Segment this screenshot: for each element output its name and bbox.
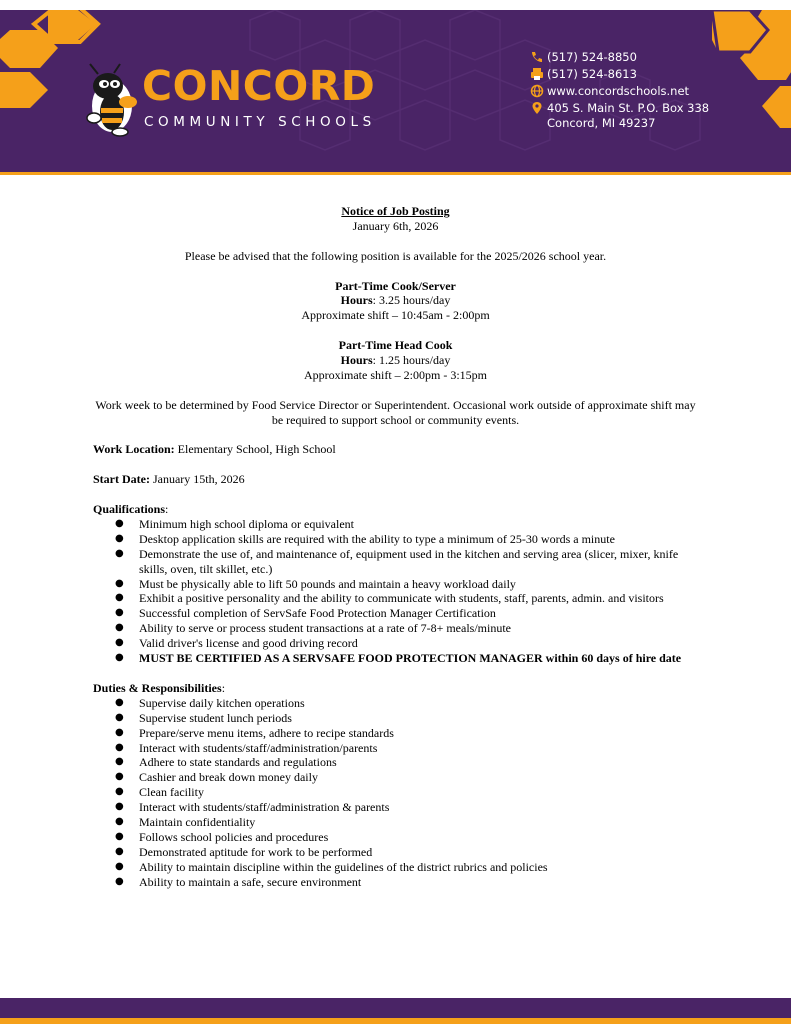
duties-heading: Duties & Responsibilities [93, 680, 222, 695]
address-line-1: 405 S. Main St. P.O. Box 338 [547, 101, 710, 115]
intro-text: Please be advised that the following position is available for the 2025/2026 school year. [184, 248, 607, 263]
shift-text: Approximate shift – 10:45am - 2:00pm [301, 308, 490, 323]
list-item: ● Demonstrate the use of, and maintenance of, equipment used in the kitchen and serving area (slicer, mixer, knife skills, oven, tilt skillet, etc.) [93, 547, 698, 577]
start-date-value: January 15th, 2026 [149, 472, 245, 487]
fax-icon [529, 67, 545, 81]
list-item: ● Follows school policies and procedures [93, 830, 698, 845]
certification-requirement: ● MUST BE CERTIFIED AS A SERVSAFE FOOD PROTECTION MANAGER within 60 days of hire date [93, 651, 698, 666]
list-item: ● Adhere to state standards and regulations [93, 755, 698, 770]
position-title: Part-Time Cook/Server [335, 278, 456, 293]
location-pin-icon [529, 101, 545, 115]
hours-value: : 1.25 hours/day [372, 353, 451, 368]
hornet-mascot-icon [84, 62, 140, 138]
globe-icon [529, 84, 545, 98]
hours-value: : 3.25 hours/day [372, 293, 451, 308]
work-location-label: Work Location: [93, 442, 175, 457]
brand-subtitle: COMMUNITY SCHOOLS [144, 114, 376, 130]
list-item: ● Desktop application skills are required with the ability to type a minimum of 25-30 words a minute [93, 532, 698, 547]
workweek-note: Work week to be determined by Food Service Director or Superintendent. Occasional work outside of approximate shift may be required to support school or community events. [95, 397, 696, 427]
position-title: Part-Time Head Cook [338, 338, 453, 353]
list-item: ● Minimum high school diploma or equivalent [93, 517, 698, 532]
website-link[interactable]: www.concordschools.net [547, 84, 690, 98]
duties-section: Duties & Responsibilities: ● Supervise daily kitchen operations ● Supervise student lunch periods ● Prepare/serve menu items, adhere to recipe standards ● Interact with students/staff/administration/parents ● Adhere to state standards and regulations ● Cashier and break down money daily ● Clean facility ● Interact with students/staff/administration & parents ● Maintain confidentiality ● Follows school policies and procedures ● Demonstrated aptitude for work to be performed ● Ability to maintain discipline within the guidelines of the district rubrics and policies ● Ability to maintain a safe, secure environment [93, 681, 698, 890]
list-item: ● Must be physically able to lift 50 pounds and maintain a heavy workload daily [93, 577, 698, 592]
fax-number: (517) 524-8613 [547, 67, 637, 81]
list-item: ● Exhibit a positive personality and the ability to communicate with students, staff, parents, admin. and visitors [93, 591, 698, 606]
list-item: ● Cashier and break down money daily [93, 770, 698, 785]
page-title: Notice of Job Posting [341, 204, 450, 218]
letterhead-banner [0, 10, 791, 172]
list-item: ● Ability to maintain a safe, secure environment [93, 875, 698, 890]
qualifications-list [93, 517, 698, 666]
list-item: ● Interact with students/staff/administration & parents [93, 800, 698, 815]
qualifications-heading: Qualifications [93, 502, 166, 517]
footer-bar [0, 998, 791, 1018]
job-posting-body [93, 204, 698, 890]
list-item: ● Ability to maintain discipline within the guidelines of the district rubrics and policies [93, 860, 698, 875]
school-logo [84, 62, 404, 142]
list-item: ● Ability to serve or process student transactions at a rate of 7-8+ meals/minute [93, 621, 698, 636]
footer-accent-line [0, 1018, 791, 1024]
list-item: ● Clean facility [93, 785, 698, 800]
list-item: ● Prepare/serve menu items, adhere to recipe standards [93, 726, 698, 741]
qualifications-section: Qualifications: ● Minimum high school diploma or equivalent ● Desktop application skills are required with the ability to type a minimum of 25-30 words a minute ● Demonstrate the use of, and maintenance of, equipment used in the kitchen and serving area (slicer, mixer, knife skills, oven, tilt skillet, etc.) ● Must be physically able to lift 50 pounds and maintain a heavy workload daily ● Exhibit a positive personality and the ability to communicate with students, staff, parents, admin. and visitors ● Successful completion of ServSafe Food Protection Manager Certification ● Ability to serve or process student transactions at a rate of 7-8+ meals/minute ● Valid driver's license and good driving record ● MUST BE CERTIFIED AS A SERVSAFE FOOD PROTECTION MANAGER within 60 days of hire date [93, 502, 698, 666]
start-date-label: Start Date: [93, 472, 150, 487]
address-row [529, 101, 709, 131]
hours-label: Hours [340, 353, 373, 368]
address-line-2: Concord, MI 49237 [547, 116, 656, 130]
phone-row [529, 50, 709, 67]
posting-date: January 6th, 2026 [352, 218, 439, 233]
list-item: ● Supervise student lunch periods [93, 711, 698, 726]
position-block [93, 279, 698, 324]
position-block [93, 338, 698, 383]
list-item: ● Supervise daily kitchen operations [93, 696, 698, 711]
list-item: ● Valid driver's license and good driving record [93, 636, 698, 651]
shift-text: Approximate shift – 2:00pm - 3:15pm [304, 367, 487, 382]
header-divider [0, 172, 791, 175]
start-date [93, 472, 698, 487]
hours-label: Hours [340, 293, 373, 308]
list-item: ● Maintain confidentiality [93, 815, 698, 830]
work-location-value: Elementary School, High School [174, 442, 336, 457]
brand-name: CONCORD [142, 62, 376, 110]
list-item: ● Successful completion of ServSafe Food Protection Manager Certification [93, 606, 698, 621]
phone-number: (517) 524-8850 [547, 50, 637, 64]
website-row [529, 84, 709, 101]
fax-row [529, 67, 709, 84]
list-item: ● Demonstrated aptitude for work to be performed [93, 845, 698, 860]
work-location [93, 442, 698, 457]
phone-icon [529, 50, 545, 64]
duties-list [93, 696, 698, 890]
contact-block [529, 50, 709, 131]
list-item: ● Interact with students/staff/administration/parents [93, 741, 698, 756]
